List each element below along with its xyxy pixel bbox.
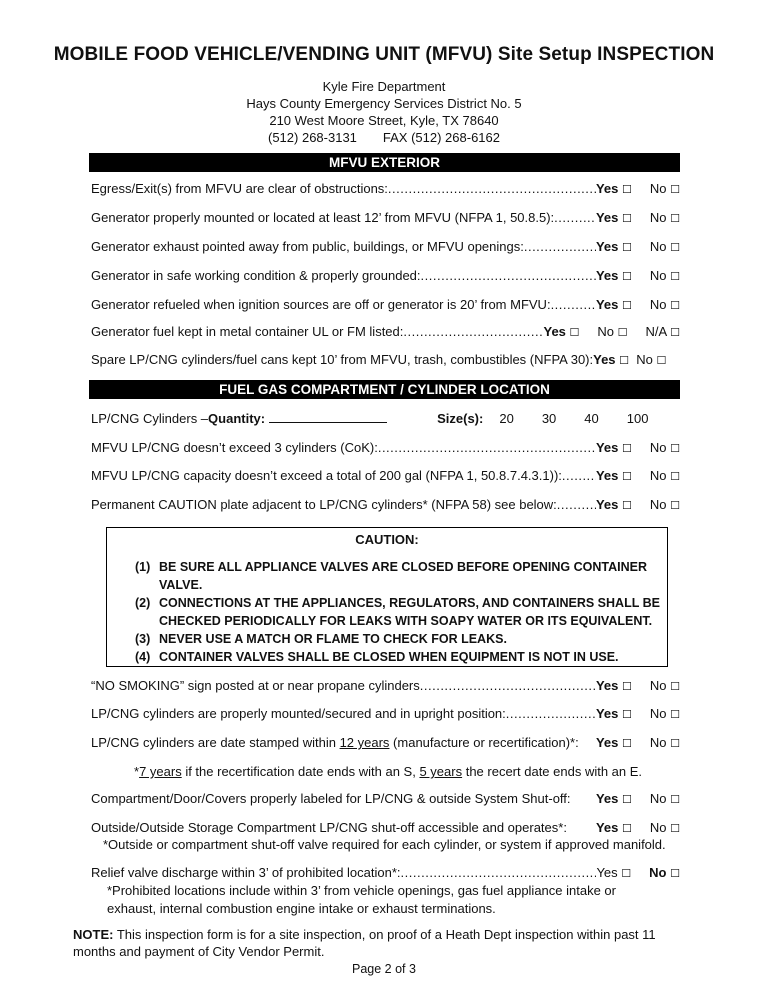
- caution-item: (2) CONNECTIONS AT THE APPLIANCES, REGULATORS, AND CONTAINERS SHALL BE CHECKED PERIODICALLY FOR LEAKS WITH SOAPY WATER OR ITS EQUIVALENT.: [135, 596, 660, 628]
- yes-checkbox[interactable]: ☐: [622, 470, 632, 483]
- no-checkbox[interactable]: ☐: [670, 708, 680, 721]
- quantity-row: LP/CNG Cylinders – Quantity: Size(s): 20 30 40 100: [91, 411, 649, 426]
- no-checkbox[interactable]: ☐: [670, 241, 680, 254]
- yes-checkbox[interactable]: ☐: [622, 270, 632, 283]
- size-option[interactable]: 40: [584, 411, 599, 426]
- na-checkbox[interactable]: ☐: [670, 326, 680, 339]
- no-checkbox[interactable]: ☐: [670, 270, 680, 283]
- shutoff-note: *Outside or compartment shut-off valve required for each cylinder, or system if approved manifold.: [103, 837, 666, 852]
- department-name: Kyle Fire Department: [322, 79, 446, 94]
- no-checkbox[interactable]: ☐: [670, 470, 680, 483]
- quantity-field[interactable]: [269, 410, 387, 423]
- no-checkbox[interactable]: ☐: [670, 822, 680, 835]
- checklist-item: Spare LP/CNG cylinders/fuel cans kept 10’ from MFVU, trash, combustibles (NFPA 30): Yes ☐ No ☐: [91, 352, 667, 367]
- checklist-item: Compartment/Door/Covers properly labeled for LP/CNG & outside System Shut-off: Yes ☐ No ☐: [91, 791, 680, 806]
- district-name: Hays County Emergency Services District No. 5: [246, 96, 522, 111]
- checklist-item: Generator fuel kept in metal container UL or FM listed: ..... Yes ☐ No ☐ N/A ☐: [91, 323, 680, 341]
- no-checkbox[interactable]: ☐: [670, 499, 680, 512]
- no-checkbox[interactable]: ☐: [670, 737, 680, 750]
- yes-checkbox[interactable]: ☐: [622, 737, 632, 750]
- checklist-item: Relief valve discharge within 3’ of prohibited location*: ..... Yes ☐ No ☐: [91, 864, 680, 882]
- no-checkbox[interactable]: ☐: [670, 867, 680, 880]
- section-header-exterior: MFVU EXTERIOR: [89, 153, 680, 172]
- caution-item: (4) CONTAINER VALVES SHALL BE CLOSED WHEN EQUIPMENT IS NOT IN USE.: [135, 650, 619, 664]
- checklist-item: Outside/Outside Storage Compartment LP/CNG shut-off accessible and operates*: Yes ☐ No ☐: [91, 820, 680, 835]
- checklist-item: Egress/Exit(s) from MFVU are clear of obstructions: ..... Yes ☐ No ☐: [91, 180, 680, 198]
- size-option[interactable]: 30: [541, 411, 557, 426]
- prohibited-note-2: exhaust, internal combustion engine intake or exhaust terminations.: [107, 901, 496, 916]
- contact-line: [0, 129, 768, 146]
- yes-checkbox[interactable]: ☐: [622, 822, 632, 835]
- no-checkbox[interactable]: ☐: [617, 326, 628, 339]
- size-option[interactable]: 20: [499, 411, 514, 426]
- checklist-item: MFVU LP/CNG doesn’t exceed 3 cylinders (CoK): ..... Yes ☐ No ☐: [91, 439, 680, 457]
- caution-item: (3) NEVER USE A MATCH OR FLAME TO CHECK FOR LEAKS.: [135, 632, 507, 646]
- yes-checkbox[interactable]: ☐: [622, 680, 632, 693]
- page-number: Page 2 of 3: [352, 962, 416, 976]
- yes-checkbox[interactable]: ☐: [622, 499, 632, 512]
- recert-note: *7 years if the recertification date ends with an S, 5 years the recert date ends with an E.: [134, 764, 643, 779]
- address: 210 West Moore Street, Kyle, TX 78640: [269, 113, 499, 128]
- no-checkbox[interactable]: ☐: [670, 793, 680, 806]
- phone: (512) 268-3131: [268, 130, 357, 145]
- yes-checkbox[interactable]: ☐: [621, 867, 632, 880]
- yes-checkbox[interactable]: ☐: [569, 326, 580, 339]
- checklist-item: LP/CNG cylinders are properly mounted/secured and in upright position: ..... Yes ☐ No ☐: [91, 705, 680, 723]
- checklist-item: Generator refueled when ignition sources are off or generator is 20’ from MFVU: ..... Yes ☐ No ☐: [91, 296, 680, 314]
- checklist-item: Generator exhaust pointed away from public, buildings, or MFVU openings: ..... Yes ☐ No ☐: [91, 238, 680, 256]
- page-title: MOBILE FOOD VEHICLE/VENDING UNIT (MFVU) Site Setup INSPECTION: [53, 44, 715, 65]
- yes-checkbox[interactable]: ☐: [622, 442, 632, 455]
- caution-item: (1) BE SURE ALL APPLIANCE VALVES ARE CLOSED BEFORE OPENING CONTAINER VALVE.: [135, 560, 648, 592]
- yes-checkbox[interactable]: ☐: [622, 793, 632, 806]
- fax: FAX (512) 268-6162: [382, 130, 500, 145]
- yes-checkbox[interactable]: ☐: [622, 183, 632, 196]
- yes-checkbox[interactable]: ☐: [622, 241, 632, 254]
- checklist-item: “NO SMOKING” sign posted at or near propane cylinders ..... Yes ☐ No ☐: [91, 677, 680, 695]
- yes-checkbox[interactable]: ☐: [622, 708, 632, 721]
- no-checkbox[interactable]: ☐: [670, 299, 680, 312]
- no-checkbox[interactable]: ☐: [670, 212, 680, 225]
- no-checkbox[interactable]: ☐: [670, 183, 680, 196]
- no-checkbox[interactable]: ☐: [670, 680, 680, 693]
- section-header-fuel: FUEL GAS COMPARTMENT / CYLINDER LOCATION: [89, 380, 680, 399]
- footer-note: NOTE: This inspection form is for a site inspection, on proof of a Heath Dept inspection within past 11 months and payment of City Vendor Permit.: [73, 927, 656, 959]
- prohibited-note-1: *Prohibited locations include within 3’ from vehicle openings, gas fuel appliance intake or: [107, 883, 616, 898]
- yes-checkbox[interactable]: ☐: [622, 212, 632, 225]
- caution-box: [106, 527, 668, 667]
- size-option[interactable]: 100: [626, 411, 649, 426]
- checklist-item: Permanent CAUTION plate adjacent to LP/CNG cylinders* (NFPA 58) see below: ..... Yes ☐ No ☐: [91, 496, 680, 514]
- checklist-item: Generator properly mounted or located at least 12’ from MFVU (NFPA 1, 50.8.5): ..... Yes ☐ No ☐: [91, 209, 680, 227]
- caution-title: CAUTION:: [355, 532, 419, 547]
- no-checkbox[interactable]: ☐: [656, 354, 667, 367]
- checklist-item: LP/CNG cylinders are date stamped within 12 years (manufacture or recertification)*: Yes ☐ No ☐: [91, 735, 680, 750]
- checklist-item: MFVU LP/CNG capacity doesn’t exceed a total of 200 gal (NFPA 1, 50.8.7.4.3.1)): ..... Yes ☐ No ☐: [91, 467, 680, 485]
- checklist-item: Generator in safe working condition & properly grounded: ..... Yes ☐ No ☐: [91, 267, 680, 285]
- yes-checkbox[interactable]: ☐: [619, 354, 630, 367]
- yes-checkbox[interactable]: ☐: [622, 299, 632, 312]
- no-checkbox[interactable]: ☐: [670, 442, 680, 455]
